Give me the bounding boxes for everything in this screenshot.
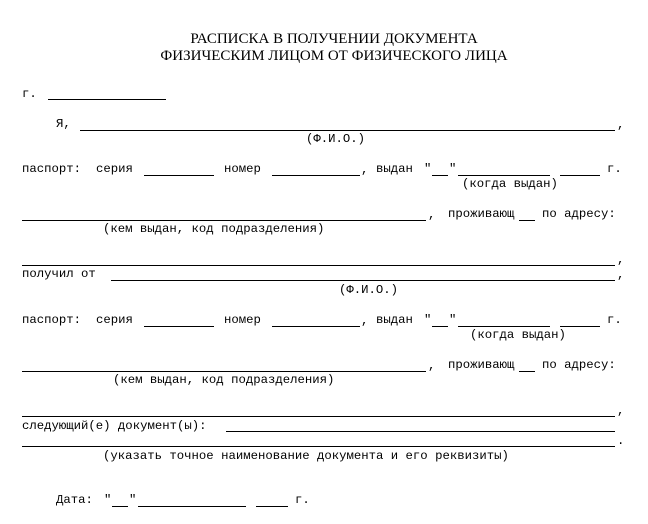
giver-passport-label: паспорт: xyxy=(22,313,82,327)
receiver-year-suffix: г. xyxy=(607,162,622,176)
giver-residing-suffix-field[interactable] xyxy=(519,371,535,372)
receiver-issue-month-field[interactable] xyxy=(458,175,550,176)
giver-issued-by-hint: (кем выдан, код подразделения) xyxy=(113,373,335,387)
giver-year-suffix: г. xyxy=(607,313,622,327)
receiver-issued-by-field[interactable] xyxy=(22,220,426,221)
receiver-number-label: номер xyxy=(224,162,261,176)
giver-issued-label: выдан xyxy=(376,313,413,327)
receiver-issue-day-field[interactable] xyxy=(432,175,448,176)
giver-series-label: серия xyxy=(96,313,133,327)
receiver-issued-label: выдан xyxy=(376,162,413,176)
giver-date-open-quote: " xyxy=(424,313,432,327)
receiver-fio-field[interactable] xyxy=(80,130,615,131)
comma: , xyxy=(617,253,625,267)
receiver-date-close-quote: " xyxy=(449,162,457,176)
giver-issue-year-field[interactable] xyxy=(560,326,600,327)
giver-issued-when-hint: (когда выдан) xyxy=(470,328,566,342)
period: . xyxy=(617,434,625,448)
receiver-issued-by-hint: (кем выдан, код подразделения) xyxy=(103,222,325,236)
receiver-residing-label: проживающ xyxy=(448,207,515,221)
footer-year-field[interactable] xyxy=(256,506,288,507)
giver-series-field[interactable] xyxy=(144,326,214,327)
giver-number-label: номер xyxy=(224,313,261,327)
giver-residing-label: проживающ xyxy=(448,358,515,372)
receiver-pronoun: Я, xyxy=(56,117,71,131)
giver-issue-day-field[interactable] xyxy=(432,326,448,327)
receiver-series-field[interactable] xyxy=(144,175,214,176)
document-title-line-1: РАСПИСКА В ПОЛУЧЕНИИ ДОКУМЕНТА xyxy=(190,31,478,47)
footer-date-label: Дата: xyxy=(56,493,93,507)
footer-month-field[interactable] xyxy=(138,506,246,507)
footer-day-field[interactable] xyxy=(112,506,128,507)
giver-fio-hint: (Ф.И.О.) xyxy=(339,283,399,297)
receiver-address-field[interactable] xyxy=(22,265,615,266)
documents-hint: (указать точное наименование документа и его реквизиты) xyxy=(103,449,509,463)
receiver-address-label: по адресу: xyxy=(542,207,616,221)
received-from-label: получил от xyxy=(22,267,96,281)
comma: , xyxy=(617,268,625,282)
comma: , xyxy=(361,163,369,177)
documents-field-line-2[interactable] xyxy=(22,446,615,447)
giver-address-field[interactable] xyxy=(22,416,615,417)
giver-address-label: по адресу: xyxy=(542,358,616,372)
city-label: г. xyxy=(22,87,37,101)
receiver-fio-hint: (Ф.И.О.) xyxy=(306,132,366,146)
footer-date-open-quote: " xyxy=(104,493,112,507)
receiver-residing-suffix-field[interactable] xyxy=(519,220,535,221)
giver-issue-month-field[interactable] xyxy=(458,326,550,327)
receiver-issued-when-hint: (когда выдан) xyxy=(462,177,558,191)
comma: , xyxy=(617,404,625,418)
giver-number-field[interactable] xyxy=(272,326,360,327)
receiver-passport-label: паспорт: xyxy=(22,162,82,176)
giver-fio-field[interactable] xyxy=(111,280,615,281)
receiver-issue-year-field[interactable] xyxy=(560,175,600,176)
receiver-number-field[interactable] xyxy=(272,175,360,176)
document-title-line-2: ФИЗИЧЕСКИМ ЛИЦОМ ОТ ФИЗИЧЕСКОГО ЛИЦА xyxy=(160,48,508,64)
giver-issued-by-field[interactable] xyxy=(22,371,426,372)
receiver-series-label: серия xyxy=(96,162,133,176)
city-field[interactable] xyxy=(48,99,166,100)
footer-date-close-quote: " xyxy=(129,493,137,507)
comma: , xyxy=(428,359,436,373)
comma: , xyxy=(617,118,625,132)
documents-field-line-1[interactable] xyxy=(226,431,615,432)
receiver-date-open-quote: " xyxy=(424,162,432,176)
footer-year-suffix: г. xyxy=(295,493,310,507)
comma: , xyxy=(361,314,369,328)
comma: , xyxy=(428,208,436,222)
giver-date-close-quote: " xyxy=(449,313,457,327)
documents-label: следующий(е) документ(ы): xyxy=(22,419,207,433)
